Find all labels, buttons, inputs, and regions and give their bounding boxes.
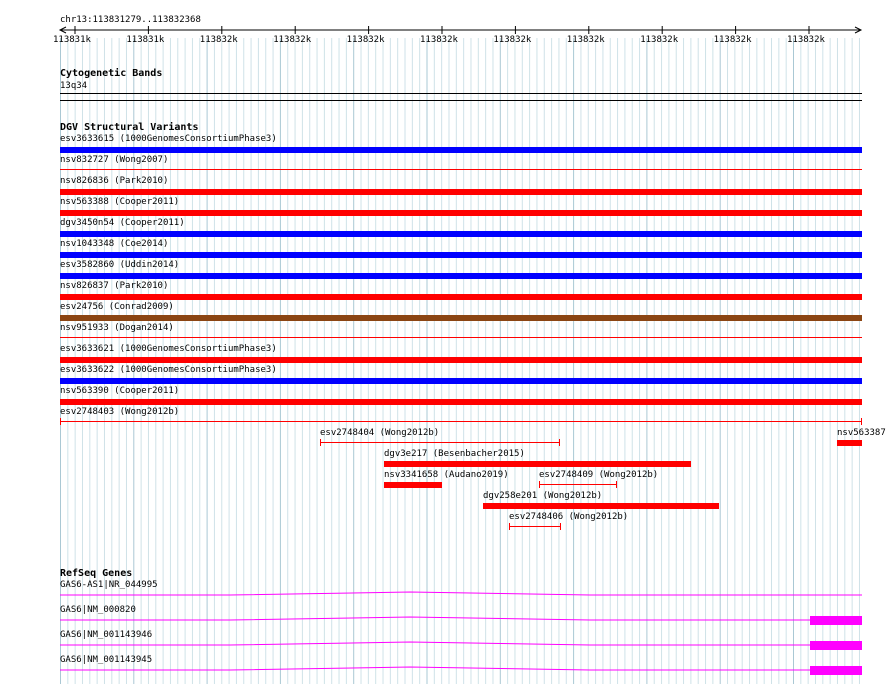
dgv-feature-bar[interactable] bbox=[60, 294, 862, 300]
refseq-intron-line bbox=[60, 642, 862, 645]
refseq-exon-block bbox=[810, 641, 862, 650]
track-divider bbox=[60, 100, 862, 101]
dgv-feature-bar[interactable] bbox=[60, 378, 862, 384]
ruler-tick-label: 113831k bbox=[126, 35, 165, 45]
dgv-feature-label[interactable]: nsv563388 (Cooper2011) bbox=[60, 197, 180, 207]
dgv-feature-label[interactable]: esv2748403 (Wong2012b) bbox=[60, 407, 180, 417]
dgv-feature-bar[interactable] bbox=[384, 461, 691, 467]
ruler-tick-label: 113832k bbox=[420, 35, 458, 45]
refseq-gene-label[interactable]: GAS6|NM_000820 bbox=[60, 605, 136, 615]
dgv-feature-label[interactable]: esv2748406 (Wong2012b) bbox=[509, 512, 629, 522]
dgv-feature-bar[interactable] bbox=[60, 357, 862, 363]
dgv-feature-label[interactable]: nsv832727 (Wong2007) bbox=[60, 155, 169, 165]
dgv-feature-endcap bbox=[616, 481, 617, 488]
refseq-gene-label[interactable]: GAS6-AS1|NR_044995 bbox=[60, 580, 158, 590]
dgv-feature-line[interactable] bbox=[320, 442, 560, 443]
refseq-gene-models bbox=[0, 570, 890, 684]
ruler-tick-label: 113832k bbox=[640, 35, 679, 45]
dgv-feature-bar[interactable] bbox=[60, 273, 862, 279]
refseq-intron-line bbox=[60, 617, 862, 620]
dgv-feature-label[interactable]: nsv951933 (Dogan2014) bbox=[60, 323, 174, 333]
refseq-track-title: RefSeq Genes bbox=[60, 568, 133, 579]
ruler-tick-label: 113832k bbox=[713, 35, 752, 45]
refseq-intron-line bbox=[60, 667, 862, 670]
refseq-exon-block bbox=[810, 666, 862, 675]
dgv-feature-label[interactable]: esv3633621 (1000GenomesConsortiumPhase3) bbox=[60, 344, 277, 354]
refseq-gene-label[interactable]: GAS6|NM_001143946 bbox=[60, 630, 153, 640]
dgv-track-title: DGV Structural Variants bbox=[60, 122, 199, 133]
dgv-feature-bar[interactable] bbox=[60, 231, 862, 237]
ruler-tick-label: 113832k bbox=[199, 35, 238, 45]
dgv-feature-label[interactable]: esv2748404 (Wong2012b) bbox=[320, 428, 440, 438]
dgv-feature-endcap bbox=[539, 481, 540, 488]
dgv-feature-bar[interactable] bbox=[483, 503, 719, 509]
dgv-feature-label[interactable]: esv3633615 (1000GenomesConsortiumPhase3) bbox=[60, 134, 277, 144]
ruler-tick-label: 113832k bbox=[493, 35, 532, 45]
dgv-feature-line[interactable] bbox=[60, 169, 862, 170]
cytoband-label: 13q34 bbox=[60, 81, 88, 91]
dgv-feature-label[interactable]: dgv258e201 (Wong2012b) bbox=[483, 491, 603, 501]
dgv-feature-endcap bbox=[560, 523, 561, 530]
dgv-feature-bar[interactable] bbox=[60, 147, 862, 153]
refseq-intron-line bbox=[60, 592, 862, 595]
dgv-feature-label[interactable]: esv24756 (Conrad2009) bbox=[60, 302, 174, 312]
dgv-feature-endcap bbox=[320, 439, 321, 446]
dgv-feature-label[interactable]: nsv1043348 (Coe2014) bbox=[60, 239, 169, 249]
dgv-feature-bar[interactable] bbox=[60, 315, 862, 321]
dgv-feature-bar[interactable] bbox=[384, 482, 442, 488]
dgv-feature-bar[interactable] bbox=[60, 252, 862, 258]
dgv-feature-bar[interactable] bbox=[60, 210, 862, 216]
dgv-feature-bar[interactable] bbox=[60, 189, 862, 195]
dgv-feature-bar[interactable] bbox=[60, 399, 862, 405]
dgv-feature-endcap bbox=[559, 439, 560, 446]
dgv-feature-line[interactable] bbox=[539, 484, 617, 485]
dgv-feature-bar[interactable] bbox=[837, 440, 862, 446]
dgv-feature-label[interactable]: dgv3e217 (Besenbacher2015) bbox=[384, 449, 525, 459]
dgv-feature-label[interactable]: nsv563390 (Cooper2011) bbox=[60, 386, 180, 396]
dgv-feature-line[interactable] bbox=[60, 421, 862, 422]
dgv-feature-line[interactable] bbox=[60, 337, 862, 338]
dgv-feature-label[interactable]: esv2748409 (Wong2012b) bbox=[539, 470, 659, 480]
dgv-feature-endcap bbox=[861, 418, 862, 425]
ruler-tick-label: 113831k bbox=[53, 35, 91, 45]
cytoband-line bbox=[60, 93, 862, 94]
dgv-feature-endcap bbox=[509, 523, 510, 530]
cytoband-track-title: Cytogenetic Bands bbox=[60, 68, 163, 79]
refseq-gene-label[interactable]: GAS6|NM_001143945 bbox=[60, 655, 153, 665]
ruler-tick-label: 113832k bbox=[346, 35, 385, 45]
dgv-feature-label[interactable]: esv3633622 (1000GenomesConsortiumPhase3) bbox=[60, 365, 277, 375]
dgv-feature-label[interactable]: esv3582860 (Uddin2014) bbox=[60, 260, 180, 270]
locus-label: chr13:113831279..113832368 bbox=[60, 15, 201, 25]
ruler-tick-label: 113832k bbox=[566, 35, 605, 45]
dgv-feature-label[interactable]: nsv826836 (Park2010) bbox=[60, 176, 169, 186]
ruler-tick-label: 113832k bbox=[273, 35, 312, 45]
refseq-exon-block bbox=[810, 616, 862, 625]
dgv-feature-label[interactable]: nsv3341658 (Audano2019) bbox=[384, 470, 509, 480]
dgv-feature-endcap bbox=[60, 418, 61, 425]
ruler-tick-label: 113832k bbox=[787, 35, 825, 45]
dgv-feature-label[interactable]: dgv3450n54 (Cooper2011) bbox=[60, 218, 185, 228]
dgv-feature-line[interactable] bbox=[509, 526, 561, 527]
dgv-feature-label[interactable]: nsv563387 bbox=[837, 428, 886, 438]
dgv-feature-label[interactable]: nsv826837 (Park2010) bbox=[60, 281, 169, 291]
